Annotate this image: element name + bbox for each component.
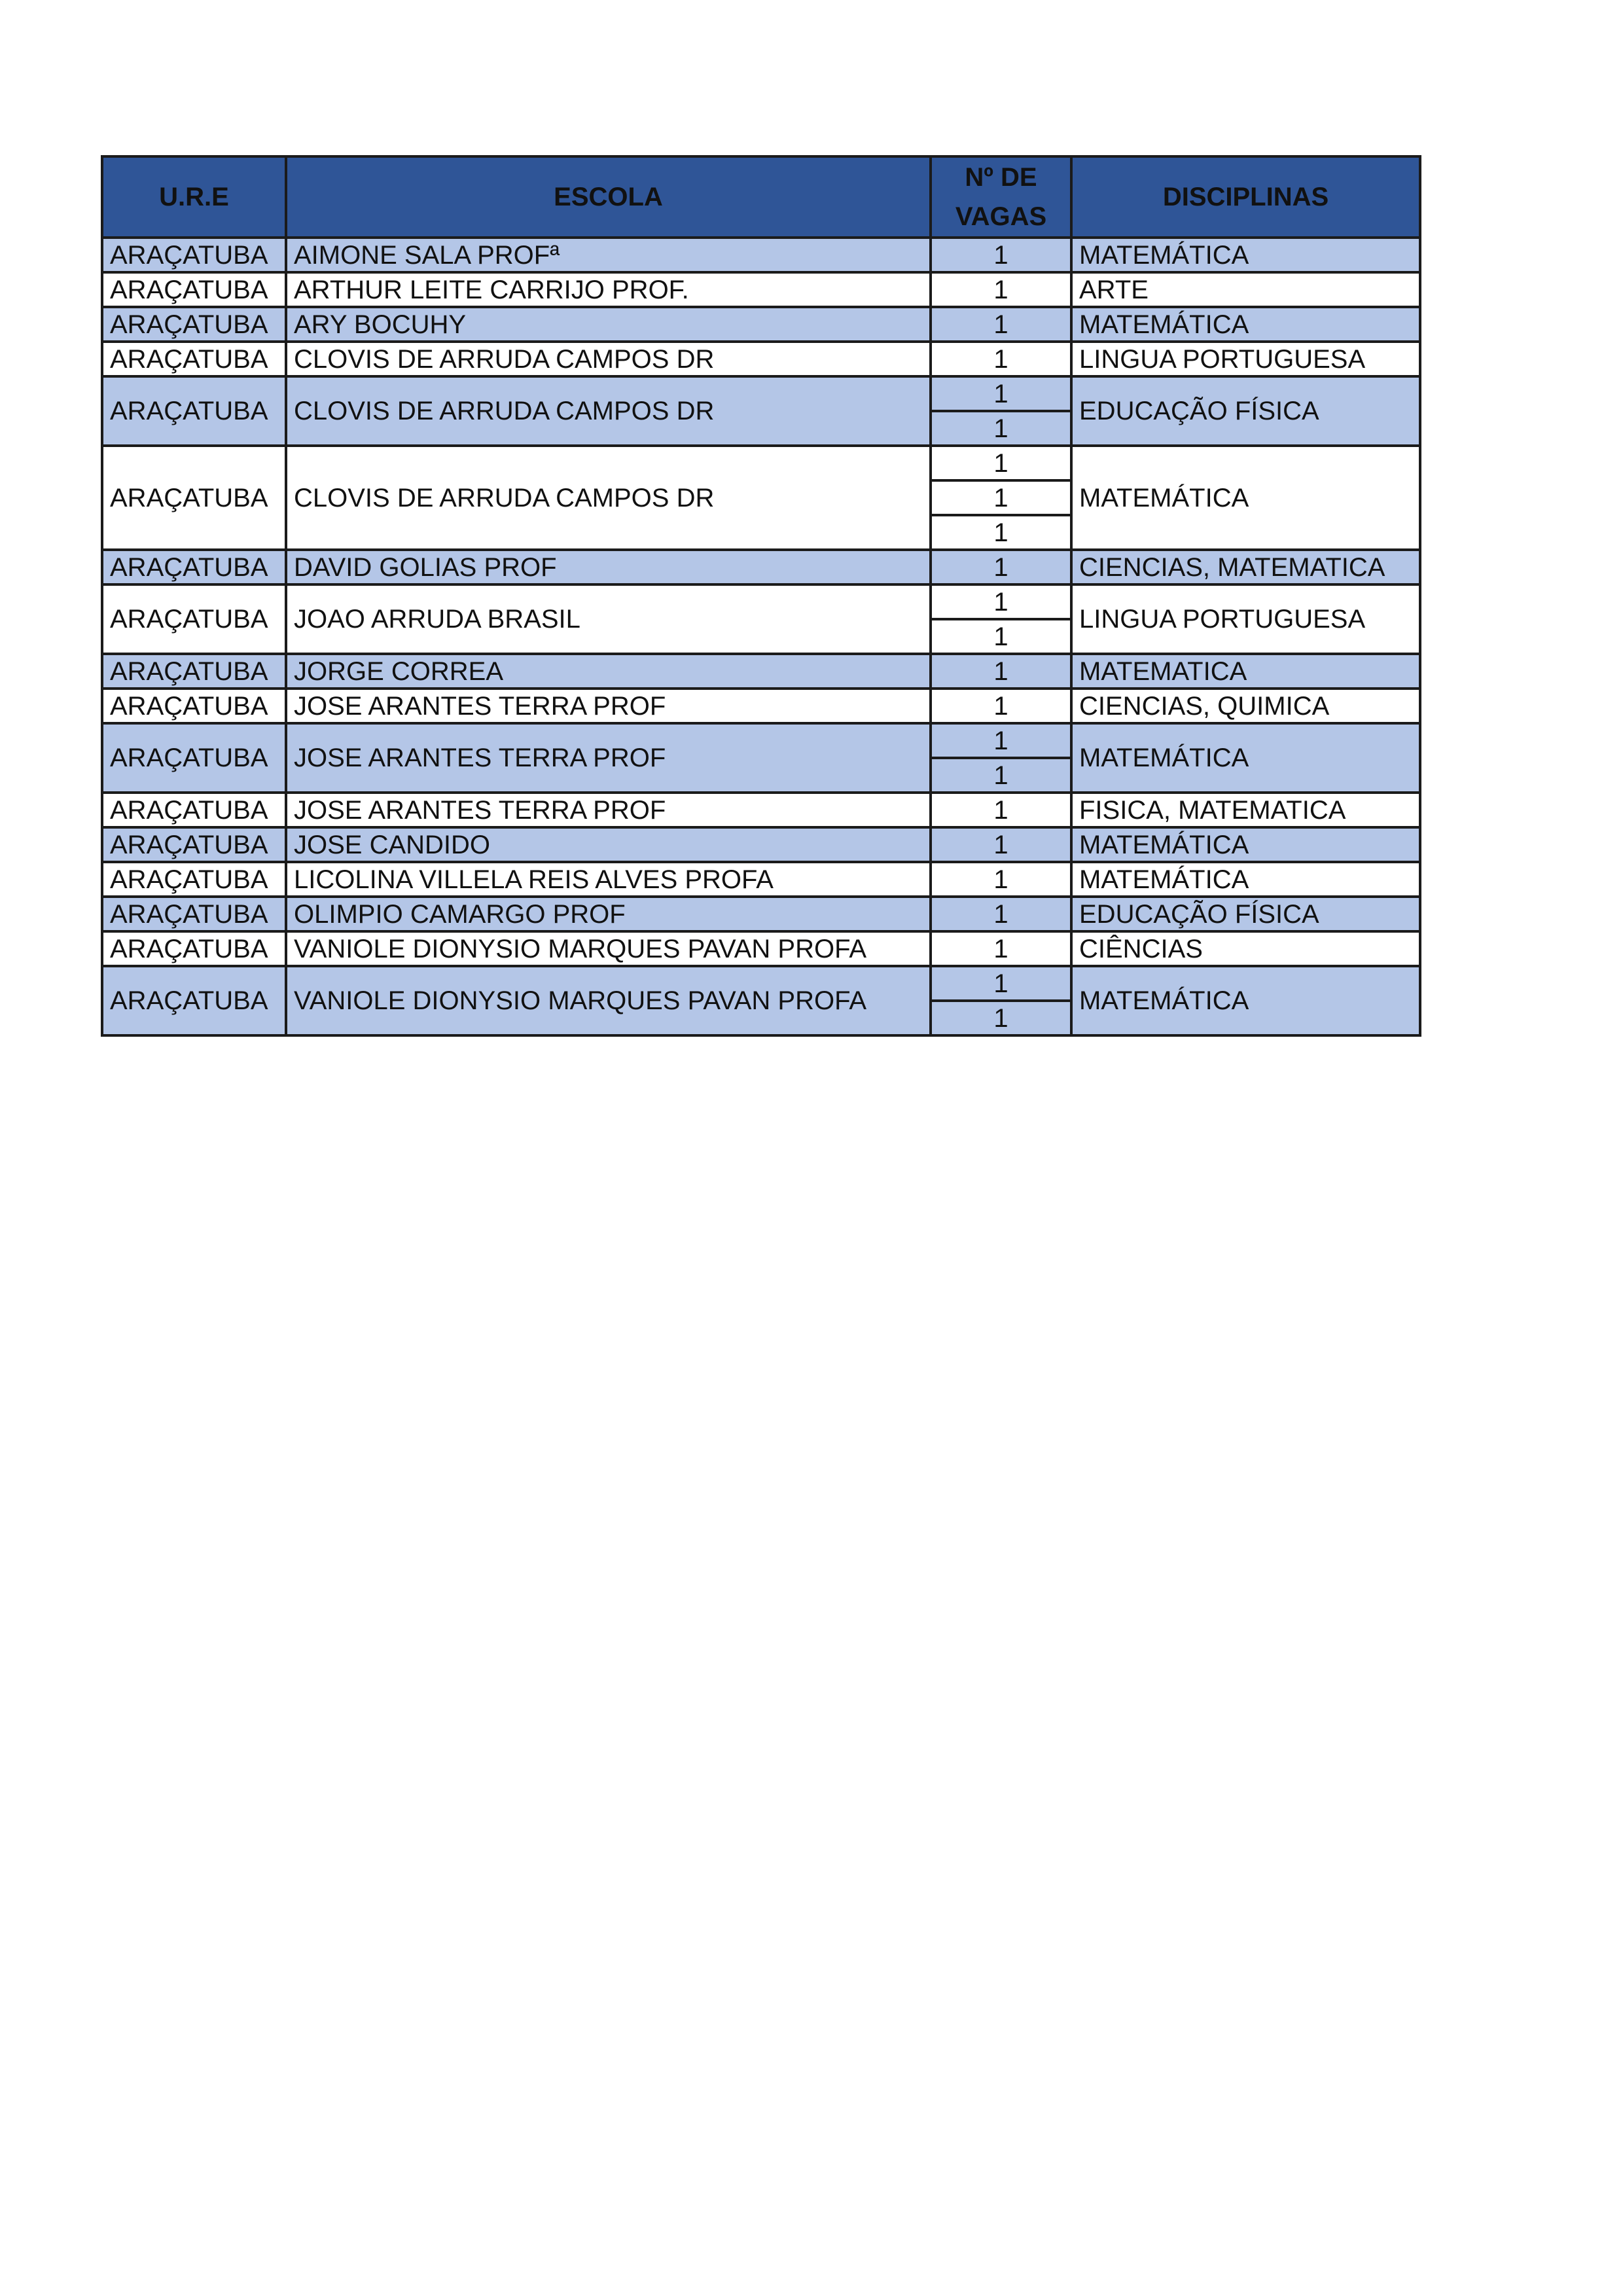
table-row [102, 272, 1420, 307]
cell-vagas: 1 [931, 619, 1071, 654]
cell-ure: ARAÇATUBA [102, 584, 286, 654]
cell-vagas: 1 [931, 550, 1071, 584]
cell-disciplinas: LINGUA PORTUGUESA [1071, 584, 1420, 654]
cell-ure: ARAÇATUBA [102, 897, 286, 931]
cell-disciplinas: MATEMÁTICA [1071, 827, 1420, 862]
cell-escola: JOSE CANDIDO [286, 827, 931, 862]
cell-escola: ARY BOCUHY [286, 307, 931, 342]
cell-vagas: 1 [931, 862, 1071, 897]
table-row [102, 584, 1420, 619]
cell-ure: ARAÇATUBA [102, 723, 286, 793]
header-vagas-line1: Nº DE [965, 163, 1037, 192]
cell-escola: JOSE ARANTES TERRA PROF [286, 793, 931, 827]
cell-vagas: 1 [931, 758, 1071, 793]
table-body [102, 238, 1420, 1035]
header-ure: U.R.E [102, 156, 286, 238]
table-row [102, 689, 1420, 723]
cell-ure: ARAÇATUBA [102, 966, 286, 1035]
cell-ure: ARAÇATUBA [102, 376, 286, 446]
table-row [102, 654, 1420, 689]
cell-vagas: 1 [931, 238, 1071, 272]
table-row [102, 446, 1420, 480]
cell-escola: JOSE ARANTES TERRA PROF [286, 723, 931, 793]
cell-disciplinas: MATEMÁTICA [1071, 238, 1420, 272]
cell-vagas: 1 [931, 827, 1071, 862]
cell-vagas: 1 [931, 480, 1071, 515]
header-row [102, 156, 1420, 238]
cell-disciplinas: CIENCIAS, MATEMATICA [1071, 550, 1420, 584]
cell-escola: AIMONE SALA PROFª [286, 238, 931, 272]
cell-disciplinas: MATEMATICA [1071, 654, 1420, 689]
cell-escola: JOSE ARANTES TERRA PROF [286, 689, 931, 723]
table-row [102, 342, 1420, 376]
cell-disciplinas: EDUCAÇÃO FÍSICA [1071, 376, 1420, 446]
table-row [102, 897, 1420, 931]
cell-vagas: 1 [931, 446, 1071, 480]
cell-vagas: 1 [931, 272, 1071, 307]
cell-ure: ARAÇATUBA [102, 446, 286, 550]
cell-disciplinas: EDUCAÇÃO FÍSICA [1071, 897, 1420, 931]
cell-ure: ARAÇATUBA [102, 827, 286, 862]
cell-disciplinas: CIENCIAS, QUIMICA [1071, 689, 1420, 723]
cell-disciplinas: FISICA, MATEMATICA [1071, 793, 1420, 827]
cell-ure: ARAÇATUBA [102, 342, 286, 376]
cell-vagas: 1 [931, 689, 1071, 723]
cell-ure: ARAÇATUBA [102, 272, 286, 307]
table-row [102, 793, 1420, 827]
cell-escola: JOAO ARRUDA BRASIL [286, 584, 931, 654]
cell-ure: ARAÇATUBA [102, 307, 286, 342]
header-vagas-line2: VAGAS [955, 202, 1047, 231]
cell-vagas: 1 [931, 515, 1071, 550]
cell-disciplinas: MATEMÁTICA [1071, 966, 1420, 1035]
cell-escola: VANIOLE DIONYSIO MARQUES PAVAN PROFA [286, 966, 931, 1035]
cell-disciplinas: MATEMÁTICA [1071, 307, 1420, 342]
table-row [102, 550, 1420, 584]
vagas-table [101, 155, 1421, 1037]
cell-vagas: 1 [931, 342, 1071, 376]
cell-vagas: 1 [931, 723, 1071, 758]
table-row [102, 827, 1420, 862]
table-row [102, 238, 1420, 272]
cell-vagas: 1 [931, 411, 1071, 446]
header-escola: ESCOLA [286, 156, 931, 238]
table-row [102, 931, 1420, 966]
cell-escola: LICOLINA VILLELA REIS ALVES PROFA [286, 862, 931, 897]
cell-vagas: 1 [931, 654, 1071, 689]
cell-escola: VANIOLE DIONYSIO MARQUES PAVAN PROFA [286, 931, 931, 966]
cell-vagas: 1 [931, 793, 1071, 827]
cell-disciplinas: LINGUA PORTUGUESA [1071, 342, 1420, 376]
cell-ure: ARAÇATUBA [102, 238, 286, 272]
table-row [102, 862, 1420, 897]
cell-escola: JORGE CORREA [286, 654, 931, 689]
cell-ure: ARAÇATUBA [102, 793, 286, 827]
header-disciplinas: DISCIPLINAS [1071, 156, 1420, 238]
cell-vagas: 1 [931, 584, 1071, 619]
cell-vagas: 1 [931, 307, 1071, 342]
cell-disciplinas: MATEMÁTICA [1071, 723, 1420, 793]
cell-vagas: 1 [931, 1001, 1071, 1035]
cell-escola: DAVID GOLIAS PROF [286, 550, 931, 584]
table-row [102, 966, 1420, 1001]
cell-vagas: 1 [931, 966, 1071, 1001]
cell-ure: ARAÇATUBA [102, 654, 286, 689]
cell-escola: ARTHUR LEITE CARRIJO PROF. [286, 272, 931, 307]
cell-ure: ARAÇATUBA [102, 550, 286, 584]
cell-disciplinas: MATEMÁTICA [1071, 446, 1420, 550]
cell-ure: ARAÇATUBA [102, 689, 286, 723]
cell-escola: CLOVIS DE ARRUDA CAMPOS DR [286, 342, 931, 376]
cell-escola: CLOVIS DE ARRUDA CAMPOS DR [286, 376, 931, 446]
cell-ure: ARAÇATUBA [102, 931, 286, 966]
table-row [102, 723, 1420, 758]
header-vagas [931, 156, 1071, 238]
cell-escola: CLOVIS DE ARRUDA CAMPOS DR [286, 446, 931, 550]
cell-disciplinas: ARTE [1071, 272, 1420, 307]
cell-vagas: 1 [931, 376, 1071, 411]
cell-ure: ARAÇATUBA [102, 862, 286, 897]
cell-escola: OLIMPIO CAMARGO PROF [286, 897, 931, 931]
cell-disciplinas: MATEMÁTICA [1071, 862, 1420, 897]
cell-disciplinas: CIÊNCIAS [1071, 931, 1420, 966]
cell-vagas: 1 [931, 897, 1071, 931]
table-row [102, 376, 1420, 411]
cell-vagas: 1 [931, 931, 1071, 966]
table-row [102, 307, 1420, 342]
